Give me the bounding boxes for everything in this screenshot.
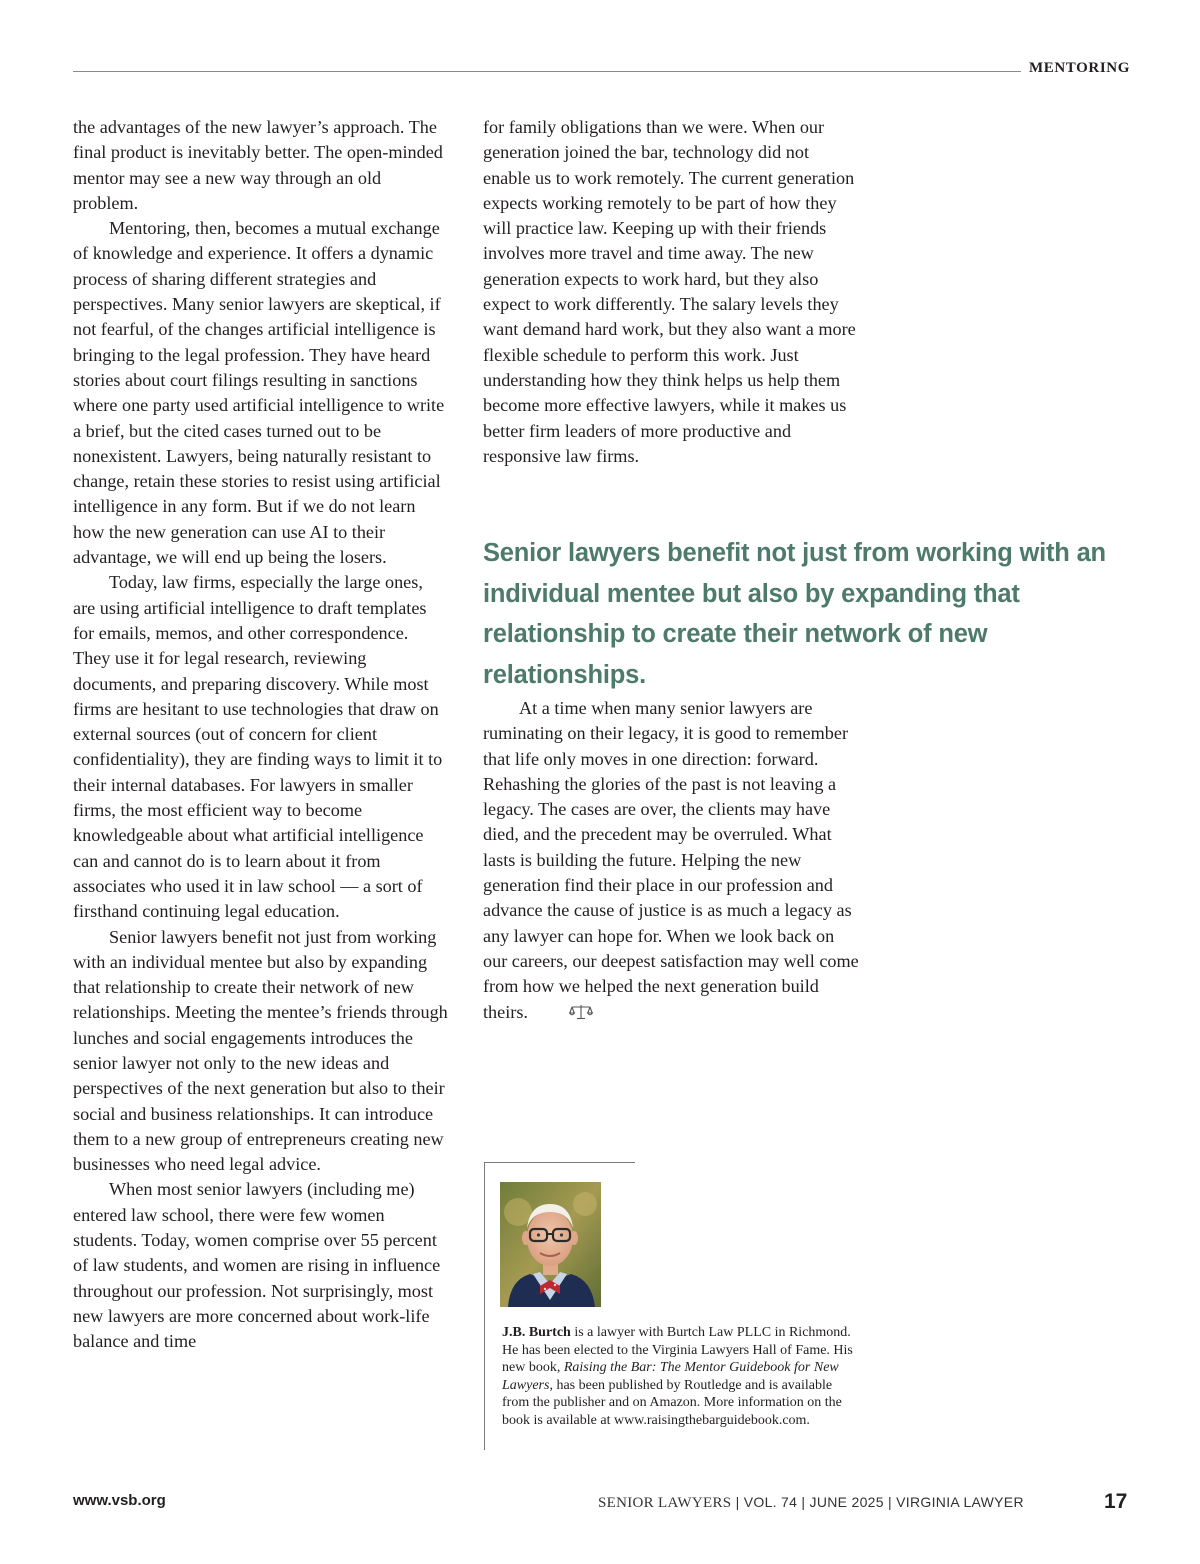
footer-section: SENIOR LAWYERS bbox=[598, 1495, 732, 1511]
author-name: J.B. Burtch bbox=[502, 1325, 571, 1340]
page-number: 17 bbox=[1104, 1490, 1128, 1513]
bio-text-part: , has been published by Routledge and is available from the publisher and on Amazon. More information on the book is available at www.raisingthebarguidebook.com. bbox=[502, 1377, 842, 1428]
scales-of-justice-icon bbox=[533, 1002, 557, 1018]
author-bio bbox=[502, 1324, 862, 1430]
pull-quote: Senior lawyers benefit not just from working with an individual mentee but also by expanding that relationship to create their network of new relationships. bbox=[483, 539, 1106, 689]
paragraph: When most senior lawyers (including me) entered law school, there were few women students. Today, women comprise over 55 percent of law students, and women are rising in influence throughout our profession. Not surprisingly, most new lawyers are more concerned about work-life balance and time bbox=[73, 1179, 441, 1352]
right-column-top bbox=[483, 115, 859, 469]
author-portrait bbox=[500, 1182, 601, 1307]
footer-website: www.vsb.org bbox=[73, 1492, 166, 1509]
paragraph: Today, law firms, especially the large ones, are using artificial intelligence to draft templates for emails, memos, and other correspondence. They use it for legal research, reviewing documents, and preparing discovery. While most firms are hesitant to use technologies that draw on external sources (out of concern for client confidentiality), they are finding ways to limit it to their internal databases. For lawyers in smaller firms, the most efficient way to become knowledgeable about what artificial intelligence can and cannot do is to learn about it from associates who used it in law school — a sort of firsthand continuing legal education. bbox=[73, 572, 443, 922]
left-column bbox=[73, 115, 449, 1355]
section-label: MENTORING bbox=[1029, 60, 1130, 76]
paragraph bbox=[483, 696, 859, 1025]
footer-publication-line: SENIOR LAWYERS | VOL. 74 | JUNE 2025 | VIRGINIA LAWYER bbox=[598, 1494, 1024, 1511]
paragraph: Senior lawyers benefit not just from working with an individual mentee but also by expanding that relationship to create their network of new relationships. Meeting the mentee’s friends through lunches and social engagements introduces the senior lawyer not only to the new ideas and perspectives of the next generation but also to their social and business relationships. It can introduce them to a new group of entrepreneurs creating new businesses who need legal advice. bbox=[73, 926, 448, 1175]
header-rule bbox=[73, 71, 1021, 72]
footer-volume: VOL. 74 bbox=[743, 1494, 798, 1510]
bio-text-part: is a lawyer with Burtch Law PLLC in Richmond. He has been elected to the Virginia Lawyers Hall of Fame. His new book, bbox=[502, 1325, 853, 1376]
closing-paragraph-text: At a time when many senior lawyers are ruminating on their legacy, it is good to remember that life only moves in one direction: forward. Rehashing the glories of the past is not leaving a legacy. The cases are over, the clients may have died, and the precedent may be overruled. What lasts is building the future. Helping the new generation find their place in our profession and advance the cause of justice is as much a legacy as any lawyer can hope for. When we look back on our careers, our deepest satisfaction may well come from how we helped the next generation build theirs. bbox=[483, 698, 859, 1022]
footer-date: JUNE 2025 bbox=[809, 1494, 884, 1510]
right-column-bottom bbox=[483, 696, 859, 1025]
paragraph: the advantages of the new lawyer’s approach. The final product is inevitably better. The open-minded mentor may see a new way through an old problem. bbox=[73, 117, 443, 213]
book-title: Raising the Bar: The Mentor Guidebook for New Lawyers bbox=[502, 1360, 839, 1393]
paragraph: for family obligations than we were. When our generation joined the bar, technology did not enable us to work remotely. The current generation expects working remotely to be part of how they will practice law. Keeping up with their friends involves more travel and time away. The new generation expects to work hard, but they also expect to work differently. The salary levels they want demand hard work, but they also want a more flexible schedule to perform this work. Just understanding how they think helps us help them become more effective lawyers, while it makes us better firm leaders of more productive and responsive law firms. bbox=[483, 117, 856, 466]
footer-publication: VIRGINIA LAWYER bbox=[896, 1494, 1024, 1510]
paragraph: Mentoring, then, becomes a mutual exchange of knowledge and experience. It offers a dynamic process of sharing different strategies and perspectives. Many senior lawyers are skeptical, if not fearful, of the changes artificial intelligence is bringing to the legal profession. They have heard stories about court filings resulting in sanctions where one party used artificial intelligence to write a brief, but the cited cases turned out to be nonexistent. Lawyers, being naturally resistant to change, retain these stories to resist using artificial intelligence in any form. But if we do not learn how the new generation can use AI to their advantage, we will end up being the losers. bbox=[73, 218, 445, 568]
